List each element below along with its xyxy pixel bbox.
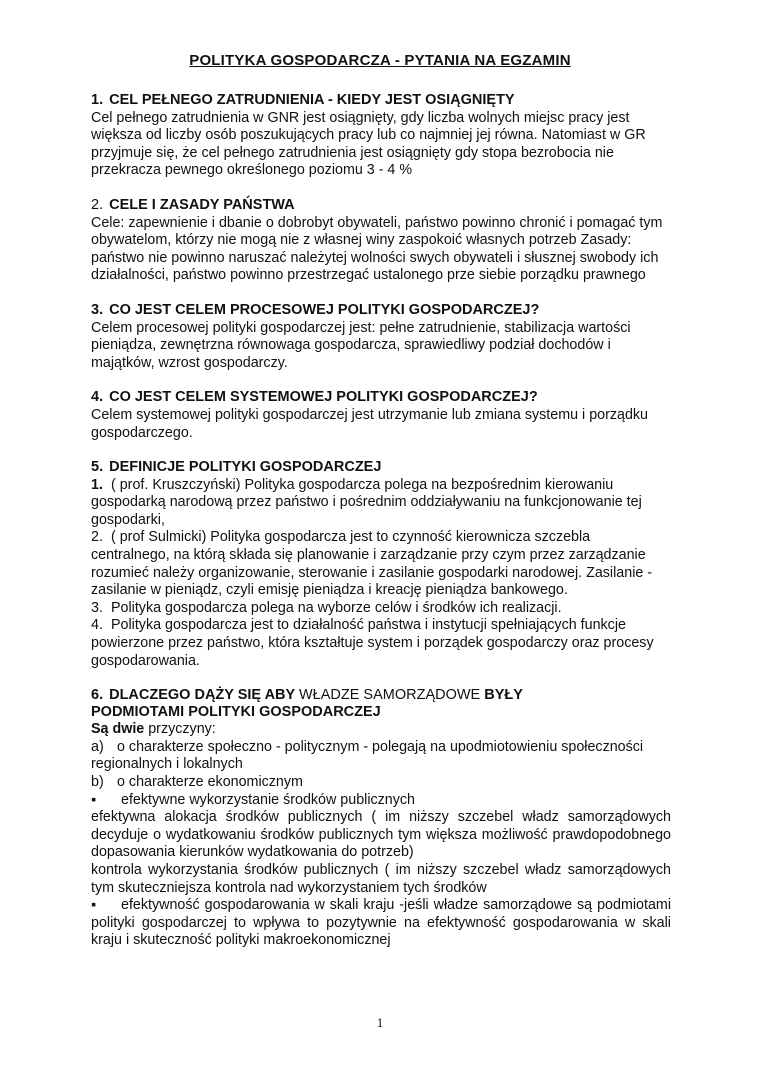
cause-text: o charakterze ekonomicznym [117, 774, 303, 790]
section-6 [91, 687, 671, 950]
definition-number: 2. [91, 529, 103, 546]
bullet-icon: ▪ [91, 897, 97, 914]
section-body: Cel pełnego zatrudnienia w GNR jest osiągnięty, gdy liczba wolnych miejsc pracy jest większa od liczby osób poszukujących pracy lub co najmniej jej równa. Natomiast w GR przyjmuje się, że cel pełnego zatrudnienia jest osiągnięty gdy stopa bezrobocia nie przekracza pewnego określonego poziomu 3 - 4 % [91, 109, 646, 179]
definition-text: ( prof. Kruszczyński) Polityka gospodarcza polega na bezpośrednim kierowaniu gospodarką narodową przez państwo i pośrednim oddziaływaniu na funkcjonowanie tej gospodarki, [91, 476, 642, 528]
bullet-item [91, 897, 671, 950]
section-5 [91, 459, 671, 670]
section-body: Celem procesowej polityki gospodarczej jest: pełne zatrudnienie, stabilizacja wartości pieniądza, zewnętrzna równowaga gospodarcza, sprawiedliwy podział dochodów i majątków, wzrost gospodarczy. [91, 319, 631, 371]
section-body: Cele: zapewnienie i dbanie o dobrobyt obywateli, państwo powinno chronić i pomagać tym obywatelom, którzy nie mogą nie z własnej winy zaspokoić własnych potrzeb Zasady: państwo nie powinno naruszać należytej wolności swych obywateli i słusznej swobody ich działalności, państwo powinno przestrzegać ustalonego prze siebie porządku prawnego [91, 214, 663, 284]
definition-text: Polityka gospodarcza jest to działalność państwa i instytucji spełniających funkcje powierzone przez państwo, która kształtuje system i porządek gospodarczy oraz procesy gospodarowania. [91, 617, 654, 669]
section-heading [91, 389, 671, 407]
section-heading [91, 92, 671, 110]
section-title: CO JEST CELEM PROCESOWEJ POLITYKI GOSPODARCZEJ? [109, 301, 540, 318]
cause-b [91, 774, 671, 792]
section-4 [91, 389, 671, 442]
definition-item [91, 617, 671, 670]
section-title: CELE I ZASADY PAŃSTWA [109, 196, 295, 213]
section-number: 4. [91, 389, 104, 406]
section-1 [91, 92, 671, 180]
section-number: 6. [91, 687, 104, 704]
definition-number: 3. [91, 599, 103, 616]
section-number: 5. [91, 459, 104, 476]
section-title-part: WŁADZE SAMORZĄDOWE [298, 687, 481, 704]
section-title: DEFINICJE POLITYKI GOSPODARCZEJ [109, 459, 382, 476]
paragraph: efektywna alokacja środków publicznych ( im niższy szczebel władz samorządowych decyduje o wydatkowaniu środków publicznych tym większa możliwość prawdopodobnego dopasowania kierunków wydatkowania do potrzeb) [91, 809, 671, 861]
section-heading [91, 302, 671, 320]
bullet-item [91, 792, 671, 810]
section-number: 3. [91, 301, 104, 318]
cause-label: b) [91, 774, 104, 790]
cause-label: a) [91, 738, 104, 755]
bullet-icon: ▪ [91, 791, 97, 808]
document-content [91, 92, 671, 967]
definition-text: Polityka gospodarcza polega na wyborze celów i środków ich realizacji. [111, 599, 562, 616]
section-body: Celem systemowej polityki gospodarczej jest utrzymanie lub zmiana systemu i porządku gospodarczego. [91, 406, 649, 441]
document-title: POLITYKA GOSPODARCZA - PYTANIA NA EGZAMIN [189, 52, 571, 69]
paragraph: kontrola wykorzystania środków publicznych ( im niższy szczebel władz samorządowych tym skuteczniejsza kontrola nad wykorzystaniem tych środków [91, 861, 671, 896]
section-heading [91, 459, 671, 477]
section-2 [91, 197, 671, 285]
section-title: CEL PEŁNEGO ZATRUDNIENIA - KIEDY JEST OSIĄGNIĘTY [109, 92, 515, 108]
section-heading [91, 687, 671, 721]
definition-item [91, 529, 671, 599]
definition-item [91, 600, 671, 618]
section-heading [91, 197, 671, 215]
definition-number: 1. [91, 476, 103, 493]
definition-text: ( prof Sulmicki) Polityka gospodarcza jest to czynność kierownicza szczebla centralnego, na którą składa się planowanie i zarządzanie przy czym przez zarządzanie rozumieć należy organizowanie, sterowanie i zasilanie gospodarki narodowej. Zasilanie - zasilanie w pieniądz, czyli emisję pieniądza i kreację pieniądza bankowego. [91, 529, 653, 599]
page-number: 1 [376, 1015, 384, 1030]
definition-number: 4. [91, 617, 103, 634]
bullet-text: efektywne wykorzystanie środków publicznych [121, 791, 416, 808]
section-title-part: BYŁY [484, 687, 523, 704]
section-title-line2: PODMIOTAMI POLITYKI GOSPODARCZEJ [91, 704, 381, 721]
causes-intro [91, 721, 671, 739]
section-3 [91, 302, 671, 372]
section-title: CO JEST CELEM SYSTEMOWEJ POLITYKI GOSPODARCZEJ? [109, 389, 538, 406]
section-title-part: DLACZEGO DĄŻY SIĘ ABY [109, 687, 295, 704]
definition-item [91, 477, 671, 530]
cause-a [91, 739, 671, 774]
causes-intro-rest: przyczyny: [148, 721, 216, 738]
section-number: 2. [91, 196, 104, 213]
bullet-text: efektywność gospodarowania w skali kraju -jeśli władze samorządowe są podmiotami polityki gospodarczej to wpływa to pozytywnie na efektywność gospodarowania w skali kraju i skuteczność polityki makroekonomicznej [91, 897, 671, 949]
causes-intro-bold: Są dwie [91, 721, 145, 738]
section-number: 1. [91, 92, 104, 108]
cause-text: o charakterze społeczno - politycznym - polegają na upodmiotowieniu społeczności regionalnych i lokalnych [91, 738, 644, 773]
